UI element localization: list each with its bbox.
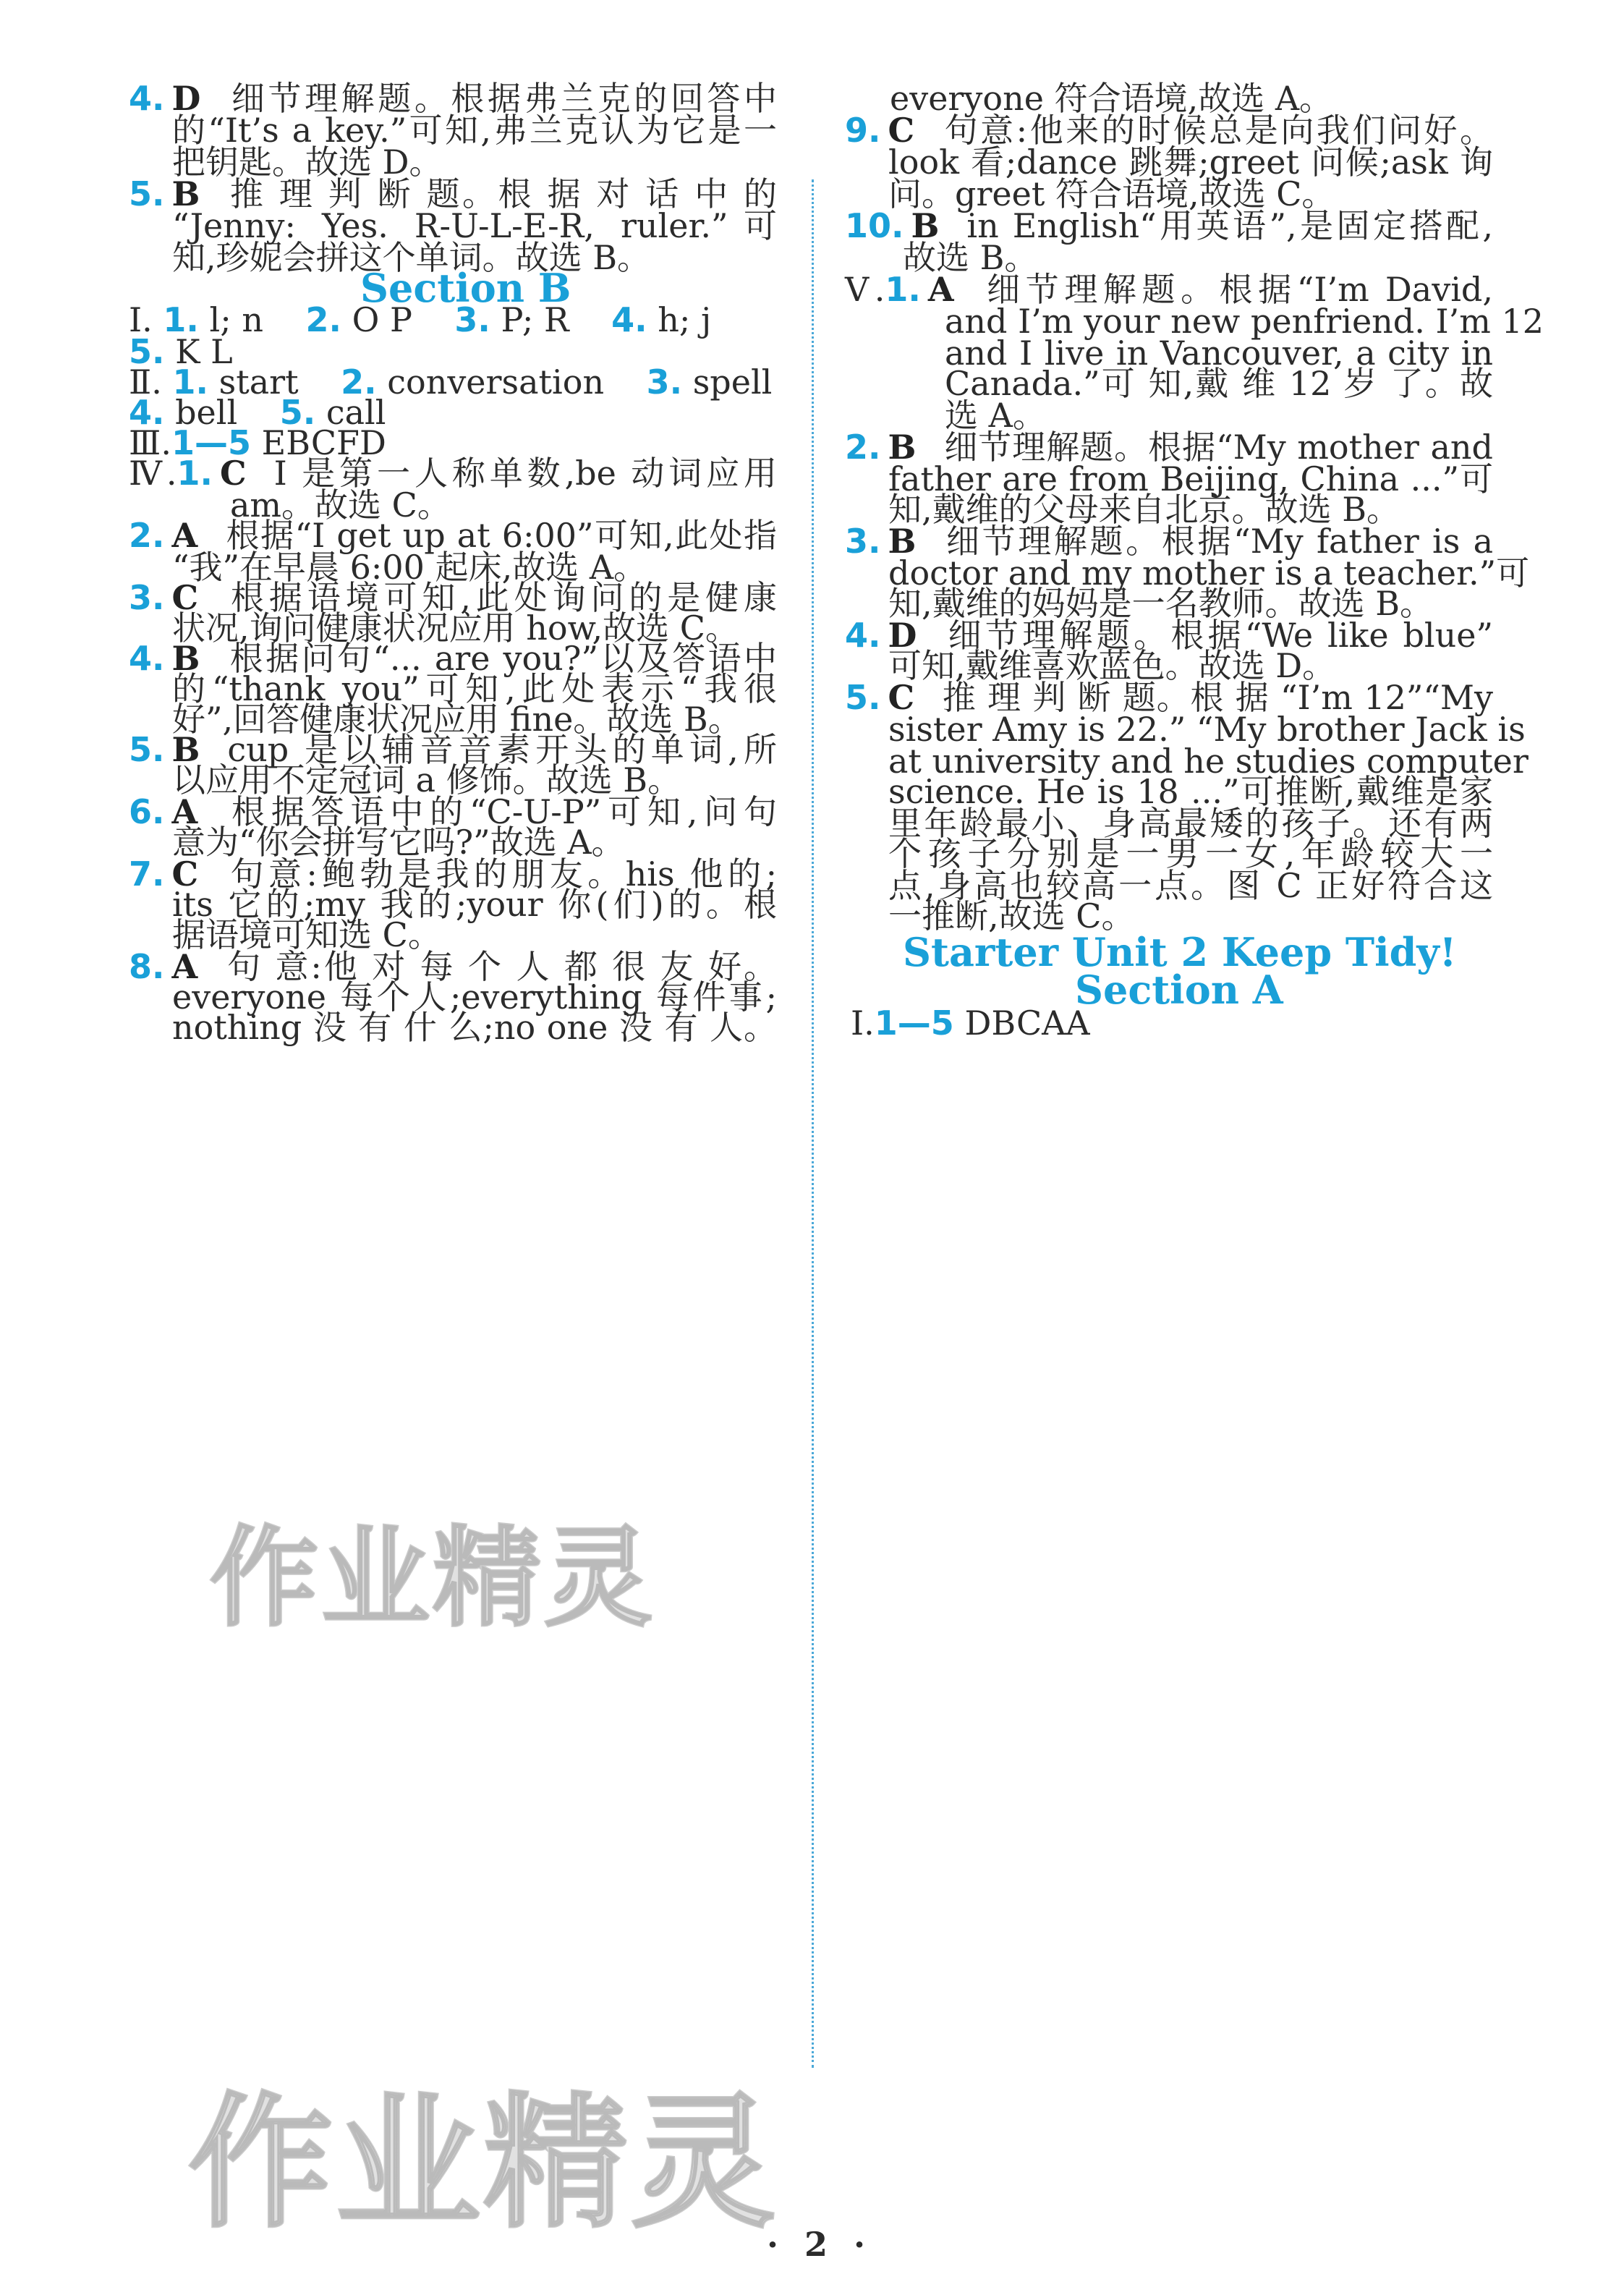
- left-q4-line2: 的“It’s a key.”可知,弗兰克认为它是一: [172, 111, 777, 150]
- left-q5-line3: 知,珍妮会拼这个单词。故选 B。: [172, 238, 651, 277]
- question-number: 4.: [129, 79, 165, 118]
- left-q5-line2: “Jenny: Yes. R-U-L-E-R, ruler.”可: [172, 206, 777, 245]
- part-v-q5-line3: at university and he studies computer: [888, 742, 1529, 781]
- part-v-q5-line2: sister Amy is 22.” “My brother Jack is: [888, 710, 1526, 749]
- right-q8-continuation: everyone 符合语境,故选 A。: [890, 79, 1333, 118]
- part-iv-q4-line3: 好”,回答健康状况应用 fine。故选 B。: [172, 700, 741, 739]
- right-q9-line1: 9. C 句意:他来的时候总是向我们问好。: [845, 111, 1493, 150]
- part-iv-q5-line1: 5. B cup 是以辅音音素开头的单词,所: [129, 730, 777, 769]
- right-q9-line2: look 看;dance 跳舞;greet 问候;ask 询: [888, 143, 1493, 182]
- part-iii: Ⅲ.1—5 EBCFD: [129, 423, 386, 462]
- part-iv-q8-line2: everyone 每个人;everything 每件事;: [172, 977, 777, 1017]
- part-v-q1-line5: 选 A。: [945, 396, 1046, 435]
- section-a-part-i: Ⅰ.1—5 DBCAA: [851, 1004, 1090, 1043]
- watermark-logo: 作业精灵: [210, 1516, 656, 1642]
- part-iv-q3-line1: 3. C 根据语境可知,此处询问的是健康: [129, 578, 777, 617]
- unit-title: Starter Unit 2 Keep Tidy!: [903, 929, 1457, 975]
- part-iv-q4-line2: 的“thank you”可知,此处表示“我很: [172, 669, 777, 708]
- right-q9-line3: 问。greet 符合语境,故选 C。: [888, 174, 1335, 213]
- part-v-q5-line8: 一推断,故选 C。: [888, 896, 1135, 936]
- part-iv-q2-line2: “我”在早晨 6:00 起床,故选 A。: [172, 548, 647, 587]
- part-iv-q6-line1: 6. A 根据答语中的“C-U-P”可知,问句: [129, 792, 777, 831]
- part-iv-q7-line1: 7. C 句意:鲍勃是我的朋友。his 他的;: [129, 854, 777, 894]
- part-iv-q6-line2: 意为“你会拼写它吗?”故选 A。: [172, 823, 625, 862]
- part-i-line2: 5. K L: [129, 332, 233, 371]
- part-v-q2-line2: father are from Beijing, China ...”可: [888, 459, 1493, 499]
- part-iv-q3-line2: 状况,询问健康状况应用 how,故选 C。: [172, 608, 739, 648]
- part-ii-line2: 4. bell 5. call: [129, 393, 386, 432]
- part-iv-q4-line1: 4. B 根据问句“... are you?”以及答语中: [129, 639, 777, 678]
- part-v-q1-line2: and I’m your new penfriend. I’m 12: [945, 302, 1544, 341]
- answer-letter: D: [171, 79, 201, 118]
- page-number: · 2 ·: [767, 2225, 873, 2264]
- part-iv-q7-line2: its 它的;my 我的;your 你(们)的。根: [172, 885, 777, 924]
- part-iv-q7-line3: 据语境可知选 C。: [172, 915, 441, 954]
- part-v-q3-line3: 知,戴维的妈妈是一名教师。故选 B。: [888, 584, 1434, 623]
- section-a-heading: Section A: [1075, 967, 1283, 1013]
- part-v-q5-line1: 5. C 推 理 判 断 题。根 据 “I’m 12”“My: [845, 678, 1493, 717]
- part-v-q5-line6: 个孩子分别是一男一女,年龄较大一: [888, 834, 1493, 873]
- part-ii-line1: Ⅱ. 1. start 2. conversation 3. spell: [129, 362, 773, 402]
- part-v-q2-line3: 知,戴维的父母来自北京。故选 B。: [888, 490, 1400, 529]
- part-v-q5-line4: science. He is 18 ...”可推断,戴维是家: [888, 772, 1493, 811]
- right-q10-line1: 10. B in English“用英语”,是固定搭配,: [845, 206, 1493, 245]
- part-iv-q8-line1: 8. A 句 意:他 对 每 个 人 都 很 友 好。: [129, 947, 777, 986]
- part-i-line1: Ⅰ. 1. l; n 2. O P 3. P; R 4. h; j: [129, 300, 712, 339]
- part-v-q4-line2: 可知,戴维喜欢蓝色。故选 D。: [888, 646, 1336, 685]
- part-v-q2-line1: 2. B 细节理解题。根据“My mother and: [845, 428, 1493, 467]
- part-v-q3-line2: doctor and my mother is a teacher.”可: [888, 553, 1530, 593]
- part-v-q1-line1: Ⅴ.1. A 细节理解题。根据“I’m David,: [845, 270, 1494, 309]
- part-v-q3-line1: 3. B 细节理解题。根据“My father is a: [845, 522, 1493, 561]
- column-divider: [812, 179, 814, 2068]
- watermark-logo-bottom: 作业精灵: [188, 2079, 779, 2248]
- left-q5-line1: 5. B 推 理 判 断 题。根 据 对 话 中 的: [129, 174, 777, 213]
- part-iv-q2-line1: 2. A 根据“I get up at 6:00”可知,此处指: [129, 516, 777, 555]
- part-iv-q5-line2: 以应用不定冠词 a 修饰。故选 B。: [172, 760, 681, 799]
- part-v-q4-line1: 4. D 细节理解题。根据“We like blue”: [845, 616, 1493, 655]
- part-iv-q1-line2: am。故选 C。: [230, 485, 451, 525]
- left-q4-line3: 把钥匙。故选 D。: [172, 143, 443, 182]
- part-v-q1-line4: Canada.”可 知,戴 维 12 岁 了。故: [945, 364, 1493, 403]
- part-iv-q8-line3: nothing 没 有 什 么;no one 没 有 人。: [172, 1008, 777, 1047]
- part-v-q5-line7: 点,身高也较高一点。图 C 正好符合这: [888, 866, 1493, 905]
- section-b-heading: Section B: [360, 265, 571, 311]
- left-q4-line1: 4. D 细节理解题。根据弗兰克的回答中: [129, 79, 777, 118]
- part-iv-q1-line1: Ⅳ.1. C I 是第一人称单数,be 动词应用: [129, 454, 778, 493]
- part-v-q5-line5: 里年龄最小、身高最矮的孩子。还有两: [888, 804, 1493, 843]
- part-v-q1-line3: and I live in Vancouver, a city in: [945, 334, 1493, 373]
- right-q10-line2: 故选 B。: [903, 238, 1038, 277]
